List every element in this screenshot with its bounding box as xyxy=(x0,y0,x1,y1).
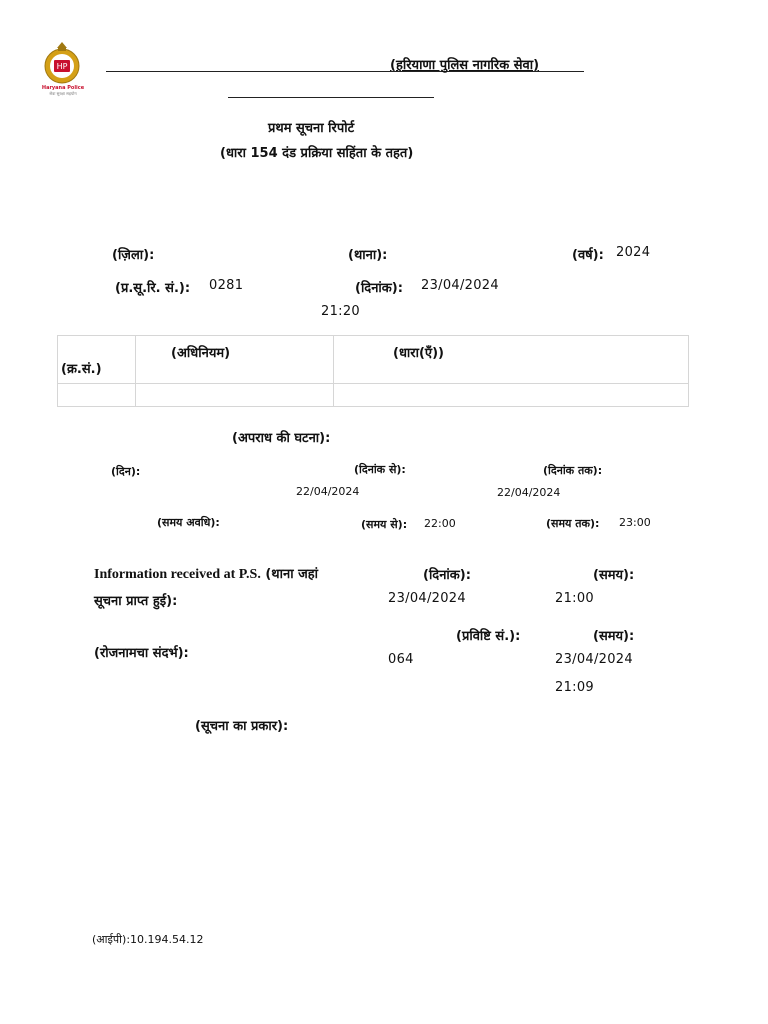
column-serial-no: (क्र.सं.) xyxy=(58,336,136,384)
date-from-label: (दिनांक से): xyxy=(354,463,406,476)
report-title: प्रथम सूचना रिपोर्ट xyxy=(268,121,355,136)
date-to-value: 22/04/2024 xyxy=(497,486,561,499)
svg-text:HP: HP xyxy=(56,62,68,71)
info-received-time-label: (समय): xyxy=(593,568,635,583)
time-to-value: 23:00 xyxy=(619,516,651,529)
time-from-value: 22:00 xyxy=(424,517,456,530)
info-type-label: (सूचना का प्रकार): xyxy=(195,719,289,734)
gd-time-date-value: 23/04/2024 xyxy=(555,652,633,667)
gd-reference-label: (रोजनामचा संदर्भ): xyxy=(94,646,189,661)
year-value: 2024 xyxy=(616,245,651,260)
info-received-label-hi: (थाना जहां xyxy=(265,567,318,582)
org-title: (हरियाणा पुलिस नागरिक सेवा) xyxy=(390,58,540,73)
table-cell xyxy=(136,384,334,407)
info-received-date-value: 23/04/2024 xyxy=(388,591,466,606)
fir-number-value: 0281 xyxy=(209,278,244,293)
time-period-label: (समय अवधि): xyxy=(157,516,220,529)
fir-number-label: (प्र.सू.रि. सं.): xyxy=(115,281,191,296)
gd-time-label: (समय): xyxy=(593,629,635,644)
info-received-label-en: Information received at P.S. xyxy=(94,567,261,582)
logo-text: Haryana Police xyxy=(41,85,85,91)
fir-date-value: 23/04/2024 xyxy=(421,278,499,293)
info-received-label xyxy=(94,564,318,583)
occurrence-heading: (अपराध की घटना): xyxy=(232,431,331,446)
info-received-time-value: 21:00 xyxy=(555,591,594,606)
gd-time-time-value: 21:09 xyxy=(555,680,594,695)
table-header-row xyxy=(58,336,689,384)
time-from-label: (समय से): xyxy=(361,518,408,531)
info-received-label-line2: सूचना प्राप्त हुई): xyxy=(94,594,178,609)
logo-tagline: सेवा सुरक्षा सहयोग xyxy=(49,91,77,96)
gd-entry-no-label: (प्रविष्टि सं.): xyxy=(456,629,521,644)
gd-entry-no-value: 064 xyxy=(388,652,414,667)
info-received-date-label: (दिनांक): xyxy=(423,568,471,583)
ip-address: (आईपी):10.194.54.12 xyxy=(92,933,204,946)
fir-date-label: (दिनांक): xyxy=(355,281,403,296)
report-subtitle: (धारा 154 दंड प्रक्रिया सहिंता के तहत) xyxy=(220,146,414,161)
header-underline-2 xyxy=(228,97,434,98)
date-from-value: 22/04/2024 xyxy=(296,485,360,498)
acts-sections-table xyxy=(57,335,689,407)
table-cell xyxy=(334,384,689,407)
day-label: (दिन): xyxy=(111,465,141,478)
fir-time-value: 21:20 xyxy=(321,304,360,319)
haryana-police-logo xyxy=(38,40,88,98)
table-row xyxy=(58,384,689,407)
table-cell xyxy=(58,384,136,407)
station-label: (थाना): xyxy=(348,248,388,263)
time-to-label: (समय तक): xyxy=(546,517,600,530)
column-sections: (धारा(एँ)) xyxy=(334,336,689,384)
year-label: (वर्ष): xyxy=(572,248,604,263)
column-act: (अधिनियम) xyxy=(136,336,334,384)
district-label: (ज़िला): xyxy=(112,248,155,263)
date-to-label: (दिनांक तक): xyxy=(543,464,603,477)
